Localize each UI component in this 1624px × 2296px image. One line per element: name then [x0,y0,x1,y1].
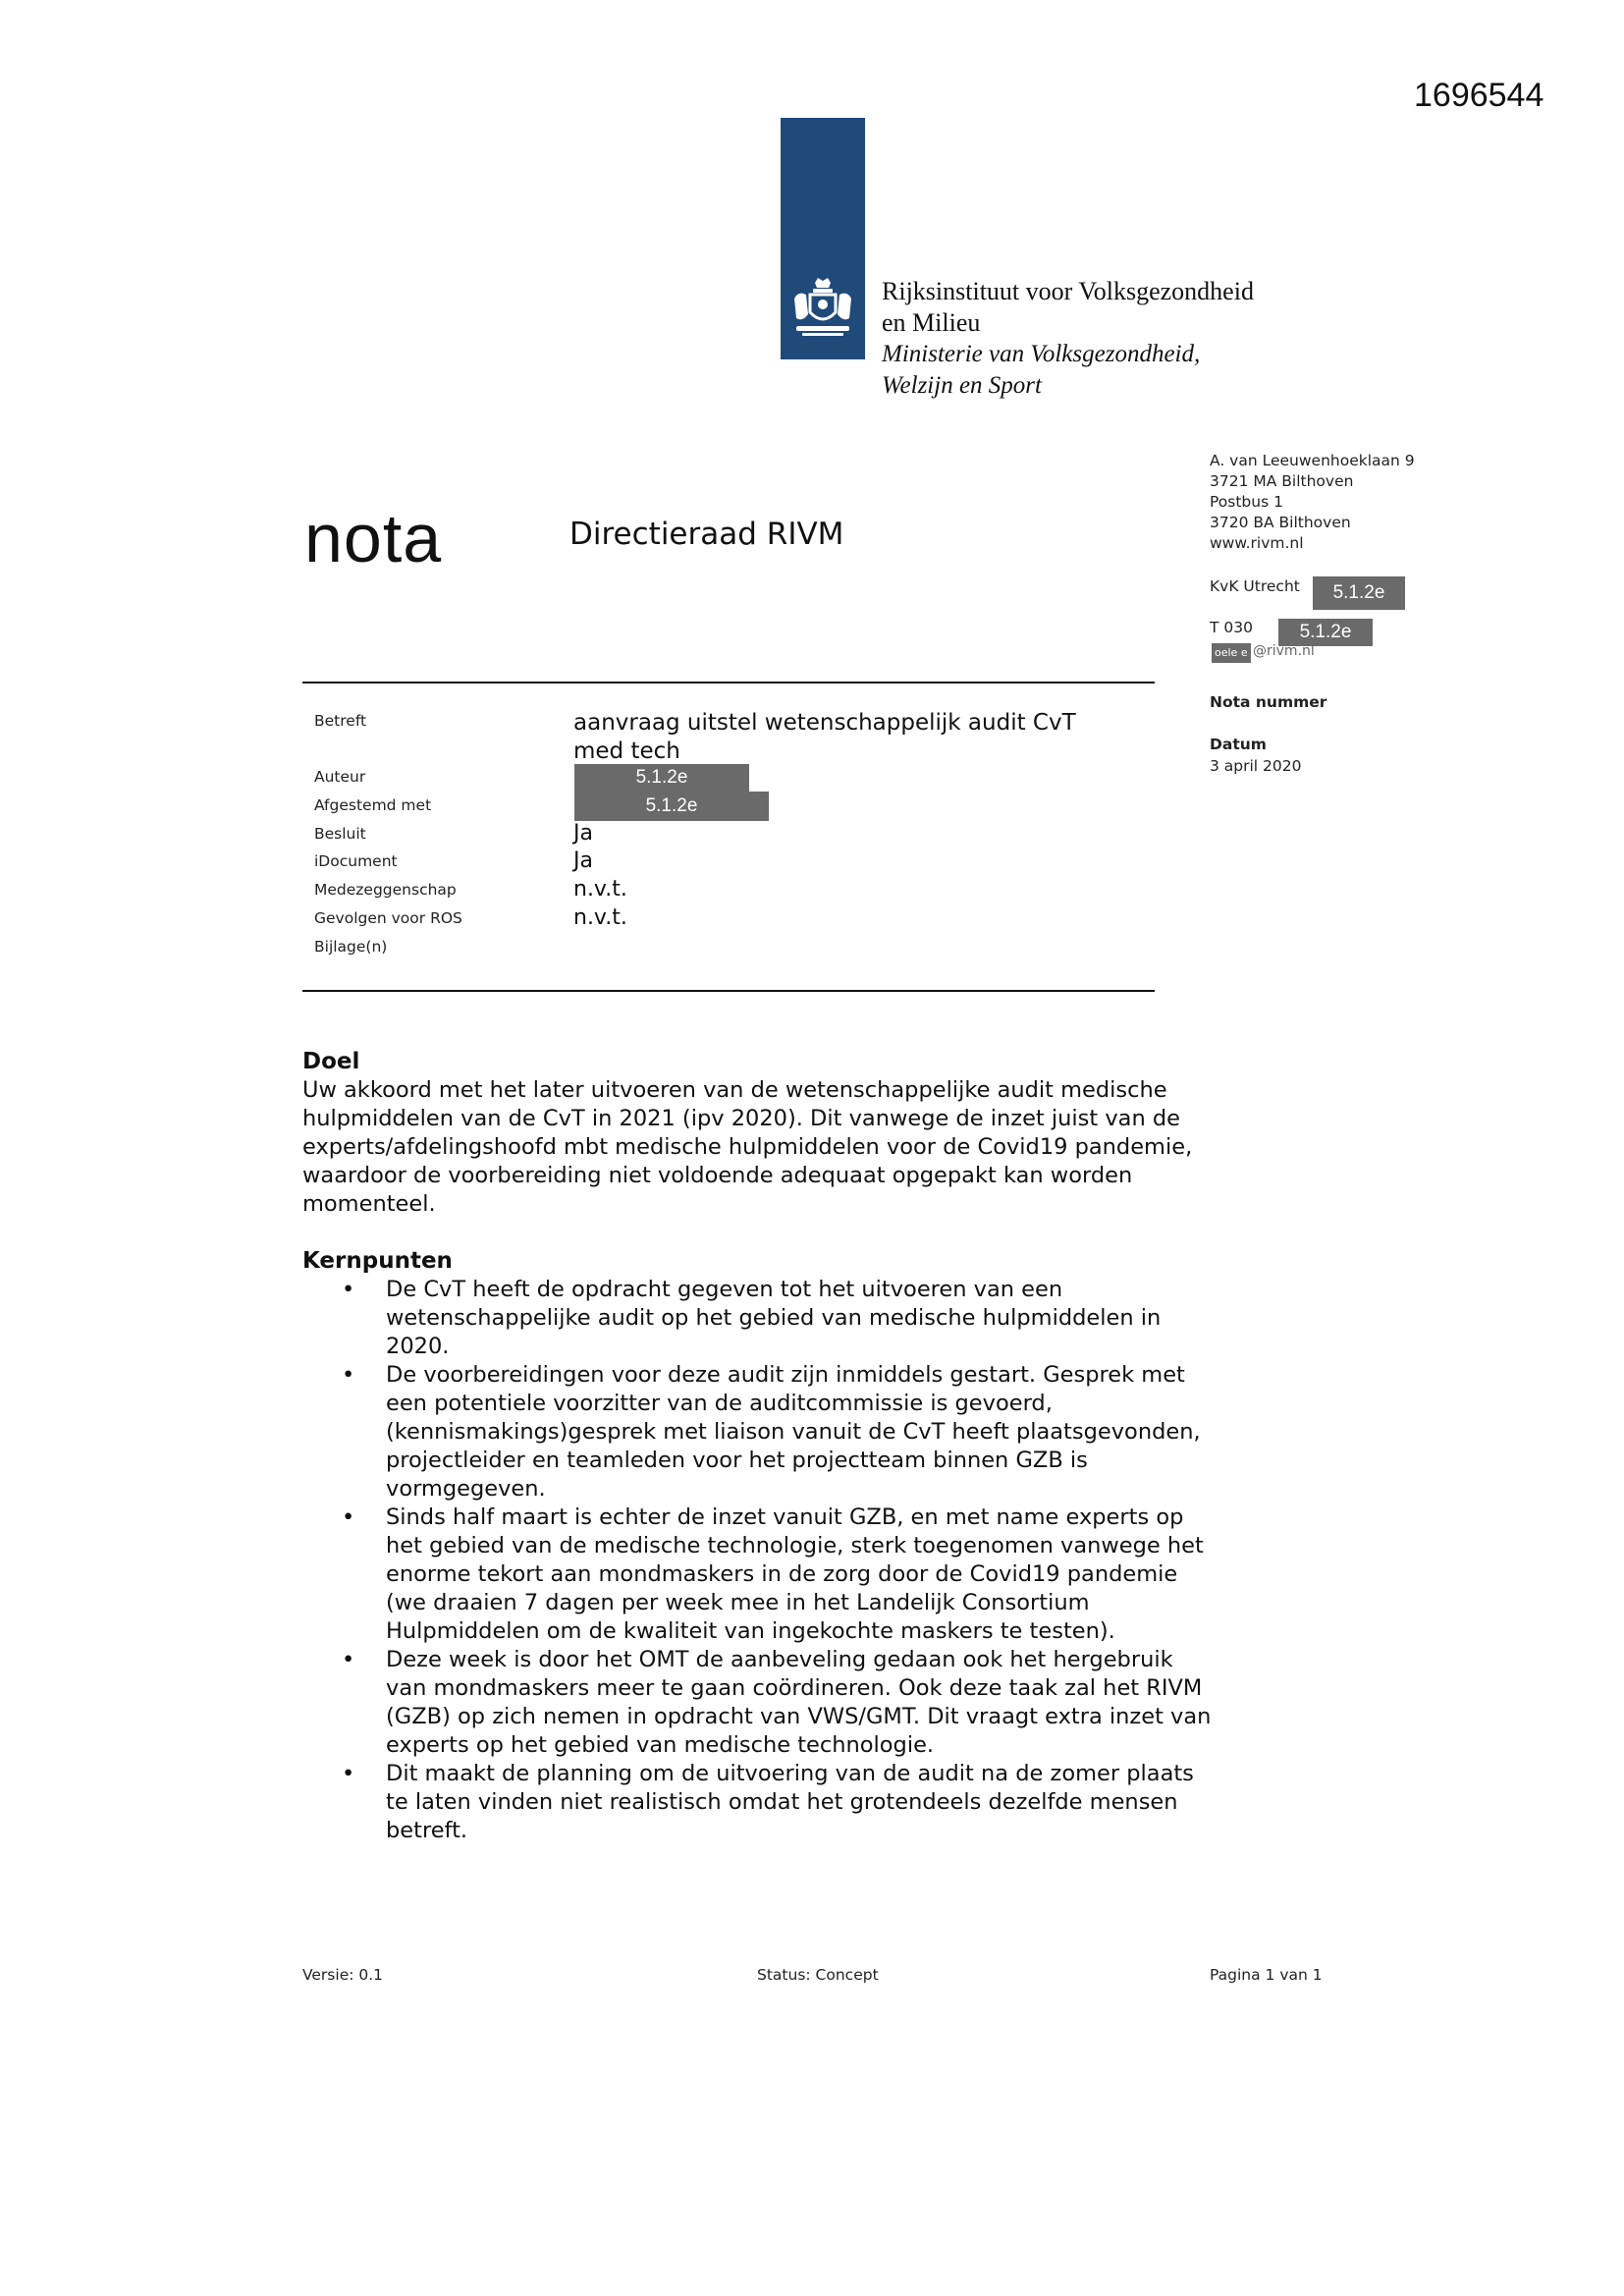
bijlage-label: Bijlage(n) [314,938,388,956]
address-line: 3720 BA Bilthoven [1210,514,1351,531]
phone-label: T 030 [1210,619,1253,636]
list-item-text: Sinds half maart is echter de inzet vanuit GZB, en met name experts op het gebied van de medische technologie, sterk toegenomen vanwege het enorme tekort aan mondmaskers in de zorg door de Covid19 pandemie (we draaien 7 dagen per week mee in het Landelijk Consortium Hulpmiddelen om de kwaliteit van ingekochte maskers te testen). [386,1504,1204,1644]
organization-name [882,276,1254,339]
ministry-name-line: Welzijn en Sport [882,372,1042,399]
footer-version: Versie: 0.1 [302,1966,384,1984]
list-item [342,1760,1216,1845]
document-number: 1696544 [1414,77,1544,114]
list-item-text: Deze week is door het OMT de aanbeveling gedaan ook het hergebruik van mondmaskers meer te gaan coördineren. Ook deze taak zal het RIVM (GZB) op zich nemen in opdracht van VWS/GMT. Dit vraagt extra inzet van experts op het gebied van medische technologie. [386,1647,1212,1758]
bullet-icon: • [342,1362,355,1388]
ministry-name [882,339,1200,402]
royal-crest-icon [788,275,857,344]
organization-name-line: en Milieu [882,308,981,337]
bullet-icon: • [342,1277,355,1302]
phone-redaction: 5.1.2e [1278,619,1373,646]
email-redaction: oele e [1212,643,1251,663]
nota-body [302,1048,1216,1845]
datum-value: 3 april 2020 [1210,757,1302,775]
betreft-label: Betreft [314,712,367,730]
ministry-name-line: Ministerie van Volksgezondheid, [882,341,1201,367]
rijksoverheid-logo [781,118,865,359]
besluit-value: Ja [573,821,593,846]
idocument-label: iDocument [314,852,398,870]
gevolgen-label: Gevolgen voor ROS [314,909,462,927]
kernpunten-heading: Kernpunten [302,1248,453,1274]
datum-label: Datum [1210,736,1267,753]
address-line: Postbus 1 [1210,493,1283,511]
address-line: A. van Leeuwenhoeklaan 9 [1210,452,1415,469]
bullet-icon: • [342,1761,355,1786]
bottom-divider [302,990,1155,992]
footer-status: Status: Concept [757,1966,879,1984]
medezeggenschap-label: Medezeggenschap [314,881,457,899]
list-item [342,1503,1216,1646]
list-item [342,1361,1216,1503]
phone-line [1210,619,1253,636]
bullet-icon: • [342,1504,355,1530]
kvk-redaction: 5.1.2e [1313,576,1405,610]
besluit-label: Besluit [314,825,366,843]
afgestemd-redaction: 5.1.2e [574,792,769,821]
address-block [1210,451,1415,554]
betreft-value: aanvraag uitstel wetenschappelijk audit CvT med tech [573,710,1076,764]
idocument-value: Ja [573,848,593,873]
organization-name-line: Rijksinstituut voor Volksgezondheid [882,277,1254,305]
kernpunten-list [302,1276,1216,1845]
medezeggenschap-value: n.v.t. [573,877,627,902]
kvk-label: KvK Utrecht [1210,577,1300,595]
top-divider [302,682,1155,683]
auteur-redaction: 5.1.2e [574,764,749,792]
list-item [342,1276,1216,1361]
gevolgen-value: n.v.t. [573,905,627,930]
doel-heading: Doel [302,1049,360,1074]
list-item [342,1646,1216,1760]
auteur-label: Auteur [314,768,366,786]
bullet-icon: • [342,1647,355,1672]
website-link[interactable]: www.rivm.nl [1210,534,1304,552]
address-line: 3721 MA Bilthoven [1210,472,1354,490]
doel-paragraph: Uw akkoord met het later uitvoeren van de wetenschappelijke audit medische hulpmiddelen van de CvT in 2021 (ipv 2020). Dit vanwege de inzet juist van de experts/afdelingshoofd mbt medische hulpmiddelen voor de Covid19 pandemie, waardoor de voorbereiding niet voldoende adequaat opgepakt kan worden momenteel. [302,1077,1193,1217]
list-item-text: Dit maakt de planning om de uitvoering van de audit na de zomer plaats te laten vinden niet realistisch omdat het grotendeels dezelfde mensen betreft. [386,1761,1194,1843]
addressee: Directieraad RIVM [569,517,844,552]
list-item-text: De CvT heeft de opdracht gegeven tot het uitvoeren van een wetenschappelijke audit op het gebied van medische hulpmiddelen in 2020. [386,1277,1162,1359]
afgestemd-label: Afgestemd met [314,796,432,814]
footer-page-number: Pagina 1 van 1 [1210,1966,1323,1984]
list-item-text: De voorbereidingen voor deze audit zijn inmiddels gestart. Gesprek met een potentiele voorzitter van de auditcommissie is gevoerd, (kennismakings)gesprek met liaison vanuit de CvT heeft plaatsgevonden, projectleider en teamleden voor het projectteam binnen GZB is vormgegeven. [386,1362,1201,1502]
nota-nummer-label: Nota nummer [1210,693,1327,711]
document-type: nota [304,500,443,576]
kvk-line [1210,577,1300,595]
email-suffix: @rivm.nl [1253,643,1315,659]
